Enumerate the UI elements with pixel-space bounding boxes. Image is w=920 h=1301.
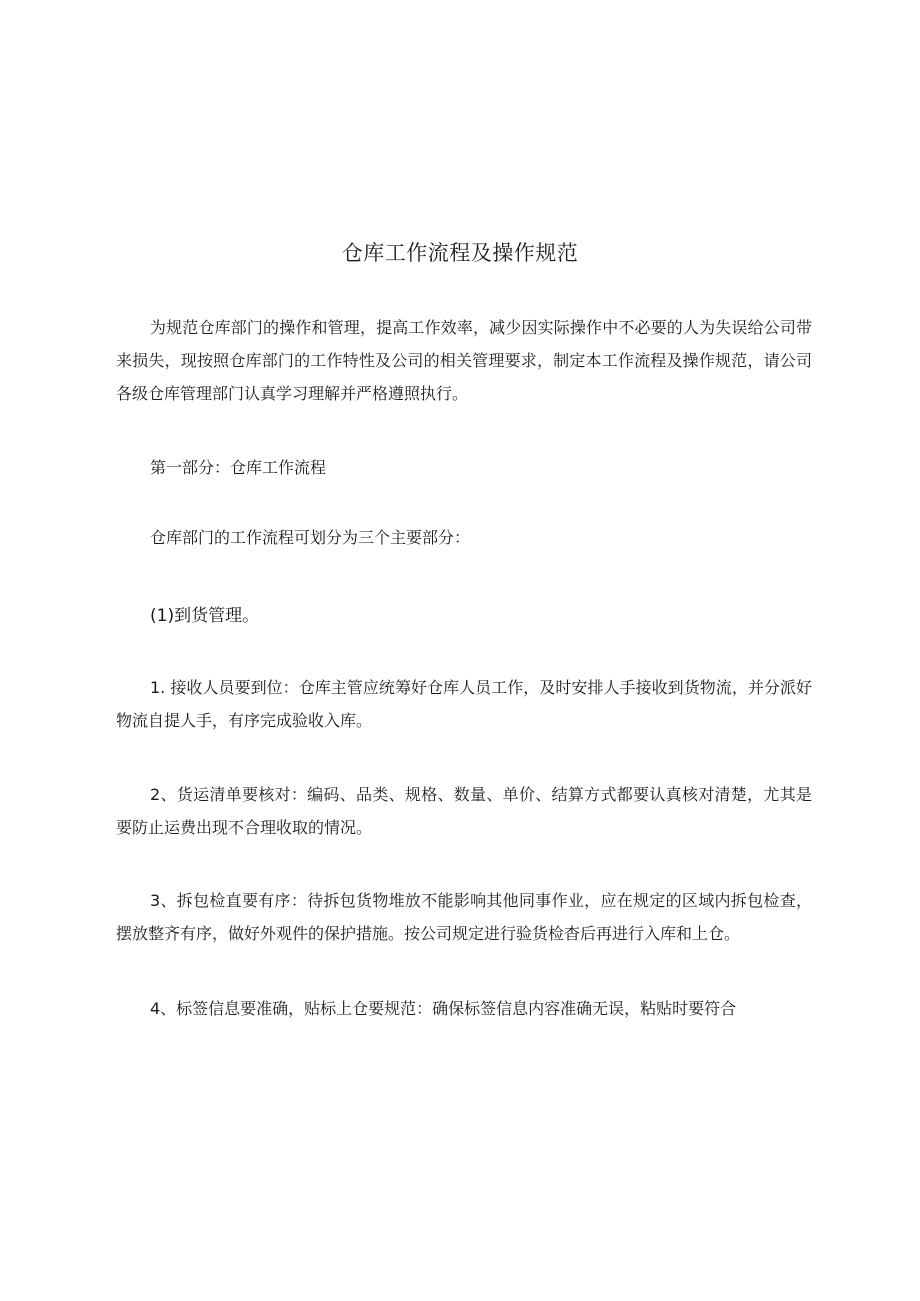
workflow-overview-text: 仓库部门的工作流程可划分为三个主要部分： bbox=[150, 528, 471, 547]
item-unpacking-inspection: 3、拆包检直要有序：待拆包货物堆放不能影响其他同事作业，应在规定的区域内拆包检查，摆放整齐有序，做好外观件的保护措施。按公司规定进行验货检杳后再进行入库和上仓。 bbox=[116, 891, 812, 943]
intro-paragraph: 为规范仓库部门的操作和管理，提高工作效率，减少因实际操作中不必要的人为失误给公司带来损失，现按照仓库部门的工作特性及公司的相关管理要求，制定本工作流程及操作规范，请公司各级仓库管理部门认真学习理解并严格遵照执行。 bbox=[116, 318, 812, 403]
arrival-management-heading: (1)到货管理。 bbox=[150, 606, 260, 626]
document-title: 仓库工作流程及操作规范 bbox=[341, 241, 579, 265]
item-labeling: 4、标签信息要准确，贴标上仓要规范：确保标签信息内容准确无误，粘贴时要符合 bbox=[150, 999, 737, 1018]
item-freight-list-check: 2、货运清单要核对：编码、品类、规格、数量、单价、结算方式都要认真核对清楚，尤其是要防止运费出现不合理收取的情况。 bbox=[116, 785, 812, 837]
item-receiving-staff: 1. 接收人员要到位：仓库主管应统筹好仓库人员工作，及时安排人手接收到货物流，并分派好物流自提人手，有序完成验收入库。 bbox=[116, 678, 812, 730]
part-one-heading: 第一部分：仓库工作流程 bbox=[150, 458, 327, 477]
